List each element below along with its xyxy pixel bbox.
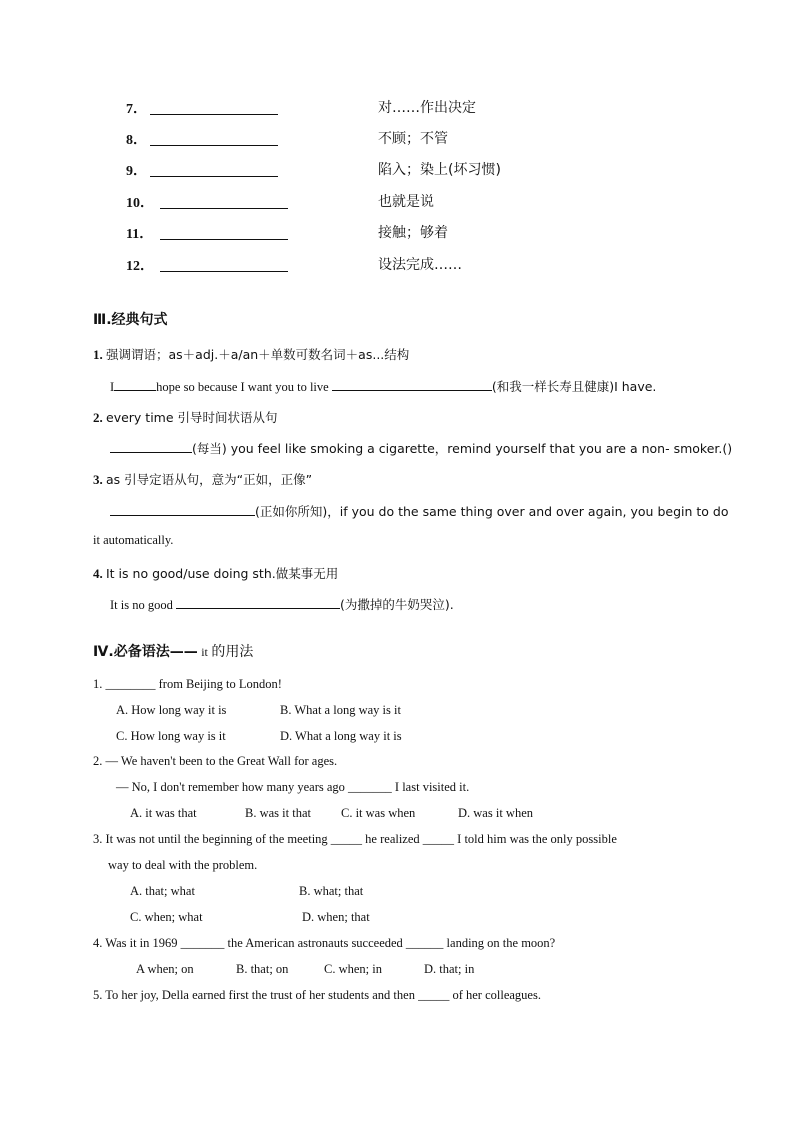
q3-stem: 3. It was not until the beginning of the meeting _____ he realized _____ I told him was the only possible	[93, 832, 617, 846]
q4-option-d[interactable]: D. that; in	[424, 962, 475, 976]
vocab-number: 7．	[126, 102, 147, 117]
q1-option-d[interactable]: D. What a long way it is	[280, 729, 402, 743]
answer-blank[interactable]	[110, 439, 192, 453]
q1-option-b[interactable]: B. What a long way is it	[280, 703, 401, 717]
vocab-number: 9．	[126, 164, 147, 179]
q4-option-c[interactable]: C. when; in	[324, 962, 382, 976]
q3-stem-2: way to deal with the problem.	[108, 858, 258, 872]
q2-stem-2: — No, I don't remember how many years ago _______ I last visited it.	[116, 780, 470, 794]
q4-option-b[interactable]: B. that; on	[236, 962, 289, 976]
s3-item-3-rule: 3. as 引导定语从句，意为“正如，正像”	[93, 472, 313, 487]
q1-option-c[interactable]: C. How long way is it	[116, 729, 226, 743]
q4-stem: 4. Was it in 1969 _______ the American astronauts succeeded ______ landing on the moon?	[93, 936, 556, 950]
q2-stem: 2. — We haven't been to the Great Wall for ages.	[93, 754, 338, 768]
q2-option-c[interactable]: C. it was when	[341, 806, 416, 820]
q2-option-a[interactable]: A. it was that	[130, 806, 197, 820]
s3-item-2-rule: 2. every time 引导时间状语从句	[93, 410, 278, 425]
s3-item-1-example: I hope so because I want you to live (和我一样长寿且健康)I have.	[110, 379, 657, 394]
s3-item-3-example: (正如你所知)，if you do the same thing over and over again, you begin to do	[110, 502, 728, 520]
vocab-number: 10．	[126, 196, 154, 211]
s3-item-1-rule: 1. 强调谓语；as＋adj.＋a/an＋单数可数名词＋as...结构	[93, 347, 410, 362]
vocab-answer-blank[interactable]	[150, 101, 278, 115]
s3-item-2-example: (每当) you feel like smoking a cigarette，remind yourself that you are a non- smoker.()	[110, 439, 732, 457]
vocab-answer-blank[interactable]	[160, 226, 288, 240]
section-4-title: Ⅳ.必备语法—— it 的用法	[93, 644, 254, 660]
q2-option-d[interactable]: D. was it when	[458, 806, 533, 820]
q2-option-b[interactable]: B. was it that	[245, 806, 311, 820]
vocab-answer-blank[interactable]	[150, 132, 278, 146]
s3-item-4-rule: 4. It is no good/use doing sth.做某事无用	[93, 566, 339, 581]
answer-blank[interactable]	[114, 377, 156, 391]
q1-stem: 1. ________ from Beijing to London!	[93, 677, 282, 691]
vocab-meaning: 对……作出决定	[378, 100, 476, 116]
vocab-answer-blank[interactable]	[160, 195, 288, 209]
vocab-meaning: 不顾；不管	[378, 131, 448, 147]
vocab-meaning: 陷入；染上(坏习惯)	[378, 162, 501, 178]
q3-option-c[interactable]: C. when; what	[130, 910, 203, 924]
vocab-meaning: 也就是说	[378, 194, 434, 210]
vocab-meaning: 接触；够着	[378, 225, 448, 241]
vocab-meaning: 设法完成……	[378, 257, 462, 273]
vocab-number: 12．	[126, 259, 154, 274]
q3-option-b[interactable]: B. what; that	[299, 884, 364, 898]
vocab-number: 8．	[126, 133, 147, 148]
vocab-answer-blank[interactable]	[150, 163, 278, 177]
vocab-answer-blank[interactable]	[160, 258, 288, 272]
q3-option-a[interactable]: A. that; what	[130, 884, 195, 898]
answer-blank[interactable]	[332, 377, 492, 391]
vocab-number: 11．	[126, 227, 154, 242]
q5-stem: 5. To her joy, Della earned first the trust of her students and then _____ of her colleagues.	[93, 988, 541, 1002]
q1-option-a[interactable]: A. How long way it is	[116, 703, 227, 717]
q4-option-a[interactable]: A when; on	[136, 962, 194, 976]
answer-blank[interactable]	[110, 502, 255, 516]
q3-option-d[interactable]: D. when; that	[302, 910, 370, 924]
section-3-title: Ⅲ.经典句式	[93, 312, 168, 328]
s3-item-4-example: It is no good (为撒掉的牛奶哭泣).	[110, 597, 454, 612]
s3-item-3-example-cont: it automatically.	[93, 533, 174, 547]
answer-blank[interactable]	[176, 595, 340, 609]
